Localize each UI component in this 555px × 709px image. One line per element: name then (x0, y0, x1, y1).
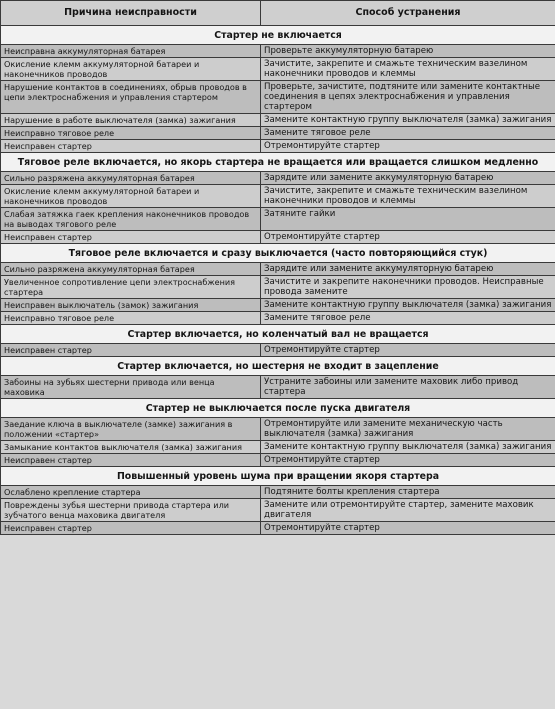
section-title: Стартер включается, но коленчатый вал не вращается (1, 325, 555, 344)
cause-cell: Повреждены зубья шестерни привода стартера или зубчатого венца маховика двигателя (1, 499, 261, 522)
section-row (1, 26, 555, 45)
cause-cell: Неисправен стартер (1, 522, 261, 535)
cause-cell: Сильно разряжена аккумуляторная батарея (1, 172, 261, 185)
table-row (1, 140, 555, 153)
section-row (1, 467, 555, 486)
cause-cell: Забоины на зубьях шестерни привода или венца маховика (1, 376, 261, 399)
cause-cell: Неисправен стартер (1, 231, 261, 244)
table-row (1, 127, 555, 140)
table-row (1, 486, 555, 499)
cause-cell: Увеличенное сопротивление цепи электроснабжения стартера (1, 276, 261, 299)
cause-cell: Неисправен стартер (1, 454, 261, 467)
section-row (1, 153, 555, 172)
table-row (1, 185, 555, 208)
table-row (1, 208, 555, 231)
table-row (1, 58, 555, 81)
remedy-cell: Проверьте, зачистите, подтяните или замените контактные соединения в цепях электроснабжения и управления стартером (261, 81, 555, 114)
remedy-cell: Замените или отремонтируйте стартер, замените маховик двигателя (261, 499, 555, 522)
table-row (1, 522, 555, 535)
section-title: Тяговое реле включается и сразу выключается (часто повторяющийся стук) (1, 244, 555, 263)
remedy-cell: Замените контактную группу выключателя (замка) зажигания (261, 441, 555, 454)
section-row (1, 325, 555, 344)
table-row (1, 376, 555, 399)
cause-cell: Окисление клемм аккумуляторной батареи и наконечников проводов (1, 58, 261, 81)
table-row (1, 418, 555, 441)
section-row (1, 399, 555, 418)
remedy-cell: Отремонтируйте стартер (261, 454, 555, 467)
cause-cell: Слабая затяжка гаек крепления наконечников проводов на выводах тягового реле (1, 208, 261, 231)
remedy-cell: Замените контактную группу выключателя (замка) зажигания (261, 299, 555, 312)
remedy-cell: Отремонтируйте стартер (261, 522, 555, 535)
table-row (1, 344, 555, 357)
remedy-cell: Отремонтируйте стартер (261, 140, 555, 153)
cause-cell: Нарушение контактов в соединениях, обрыв проводов в цепи электроснабжения и управления стартером (1, 81, 261, 114)
table-row (1, 299, 555, 312)
table-row (1, 499, 555, 522)
remedy-cell: Зарядите или замените аккумуляторную батарею (261, 263, 555, 276)
cause-cell: Неисправен выключатель (замок) зажигания (1, 299, 261, 312)
remedy-cell: Отремонтируйте стартер (261, 344, 555, 357)
remedy-cell: Зачистите, закрепите и смажьте техническим вазелином наконечники проводов и клеммы (261, 58, 555, 81)
remedy-cell: Затяните гайки (261, 208, 555, 231)
remedy-cell: Отремонтируйте стартер (261, 231, 555, 244)
remedy-cell: Отремонтируйте или замените механическую часть выключателя (замка) зажигания (261, 418, 555, 441)
section-title: Повышенный уровень шума при вращении якоря стартера (1, 467, 555, 486)
table-row (1, 454, 555, 467)
table-header-row (1, 1, 555, 26)
remedy-cell: Зачистите, закрепите и смажьте техническим вазелином наконечники проводов и клеммы (261, 185, 555, 208)
remedy-cell: Зачистите и закрепите наконечники проводов. Неисправные провода замените (261, 276, 555, 299)
remedy-cell: Проверьте аккумуляторную батарею (261, 45, 555, 58)
section-title: Стартер включается, но шестерня не входит в зацепление (1, 357, 555, 376)
section-title: Тяговое реле включается, но якорь стартера не вращается или вращается слишком медленно (1, 153, 555, 172)
remedy-cell: Зарядите или замените аккумуляторную батарею (261, 172, 555, 185)
header-remedy: Способ устранения (261, 1, 555, 26)
remedy-cell: Подтяните болты крепления стартера (261, 486, 555, 499)
section-row (1, 357, 555, 376)
remedy-cell: Устраните забоины или замените маховик либо привод стартера (261, 376, 555, 399)
cause-cell: Окисление клемм аккумуляторной батареи и наконечников проводов (1, 185, 261, 208)
section-row (1, 244, 555, 263)
cause-cell: Неисправен стартер (1, 344, 261, 357)
table-body (1, 26, 555, 535)
table-row (1, 81, 555, 114)
section-title: Стартер не выключается после пуска двигателя (1, 399, 555, 418)
header-cause: Причина неисправности (1, 1, 261, 26)
cause-cell: Нарушение в работе выключателя (замка) зажигания (1, 114, 261, 127)
table-row (1, 263, 555, 276)
section-title: Стартер не включается (1, 26, 555, 45)
table-row (1, 231, 555, 244)
cause-cell: Ослаблено крепление стартера (1, 486, 261, 499)
remedy-cell: Замените тяговое реле (261, 127, 555, 140)
cause-cell: Сильно разряжена аккумуляторная батарея (1, 263, 261, 276)
table-row (1, 172, 555, 185)
cause-cell: Неисправно тяговое реле (1, 127, 261, 140)
table-row (1, 45, 555, 58)
cause-cell: Замыкание контактов выключателя (замка) зажигания (1, 441, 261, 454)
table-row (1, 114, 555, 127)
cause-cell: Неисправна аккумуляторная батарея (1, 45, 261, 58)
table-row (1, 276, 555, 299)
cause-cell: Заедание ключа в выключателе (замке) зажигания в положении «стартер» (1, 418, 261, 441)
table-row (1, 441, 555, 454)
remedy-cell: Замените тяговое реле (261, 312, 555, 325)
table-row (1, 312, 555, 325)
remedy-cell: Замените контактную группу выключателя (замка) зажигания (261, 114, 555, 127)
cause-cell: Неисправно тяговое реле (1, 312, 261, 325)
cause-cell: Неисправен стартер (1, 140, 261, 153)
